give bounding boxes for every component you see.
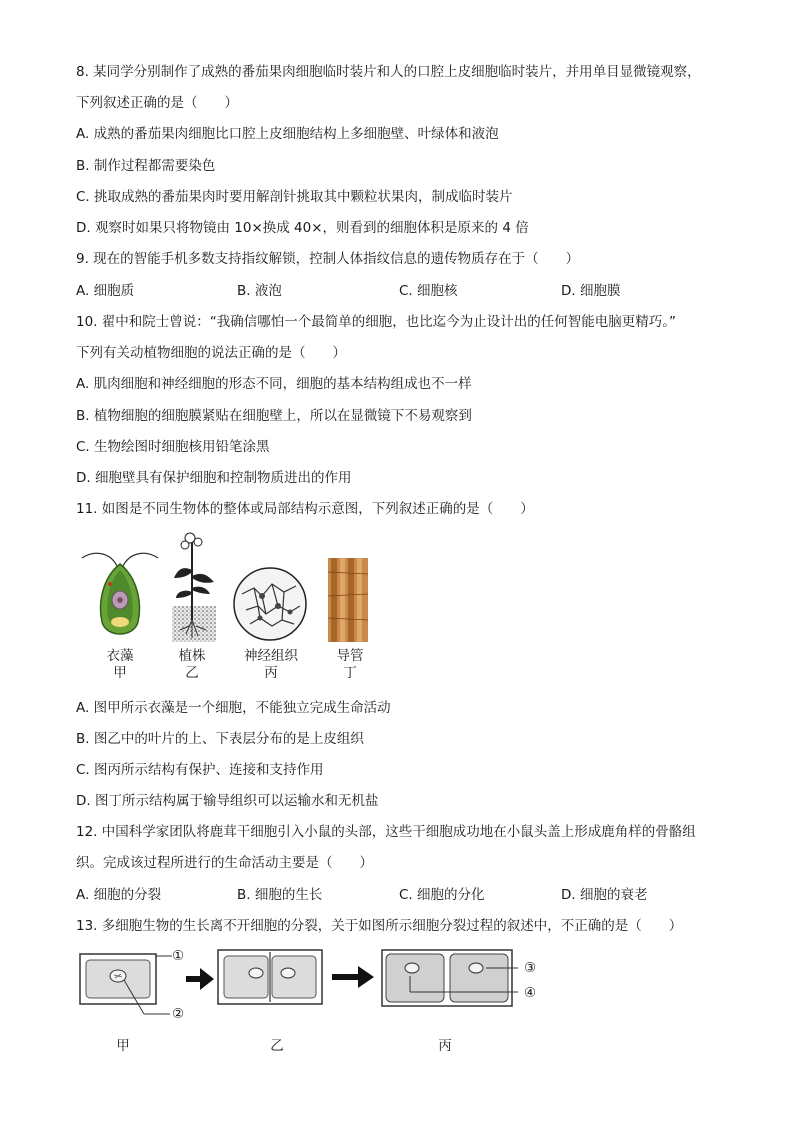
q11-stem: 11. 如图是不同生物体的整体或局部结构示意图，下列叙述正确的是（ ）	[76, 501, 534, 517]
plant-illustration	[170, 530, 218, 642]
marker-1: ①	[171, 948, 185, 964]
q9-option-c: C. 细胞核	[399, 283, 458, 299]
q8-option-c: C. 挑取成熟的番茄果肉时要用解剖针挑取其中颗粒状果肉，制成临时装片	[76, 189, 513, 205]
figure-yi-name: 植株	[178, 648, 206, 664]
figure-jia-name: 衣藻	[106, 648, 134, 664]
q10-stem-line1: 10. 翟中和院士曾说：“我确信哪怕一个最简单的细胞，也比迄今为止设计出的任何智能电脑更精巧。”	[76, 314, 676, 330]
q12-option-c: C. 细胞的分化	[399, 887, 485, 903]
q8-stem-line2: 下列叙述正确的是（ ）	[76, 95, 238, 111]
marker-4: ④	[523, 985, 537, 1001]
q8-option-b: B. 制作过程都需要染色	[76, 158, 216, 174]
figure-bing-tag: 丙	[264, 665, 278, 681]
figure-ding-name: 导管	[336, 648, 364, 664]
q9-option-b: B. 液泡	[237, 283, 282, 299]
stage-jia-label: 甲	[116, 1038, 130, 1054]
q11-option-b: B. 图乙中的叶片的上、下表层分布的是上皮组织	[76, 731, 364, 747]
q9-option-d: D. 细胞膜	[561, 283, 621, 299]
q10-option-a: A. 肌肉细胞和神经细胞的形态不同，细胞的基本结构组成也不一样	[76, 376, 472, 392]
chlamydomonas-illustration	[80, 548, 160, 644]
q10-option-d: D. 细胞壁具有保护细胞和控制物质进出的作用	[76, 470, 352, 486]
figure-jia-tag: 甲	[113, 665, 127, 681]
q8-stem-line1: 8. 某同学分别制作了成熟的番茄果肉细胞临时装片和人的口腔上皮细胞临时装片，并用单目显微镜观察，	[76, 64, 701, 80]
figure-ding-tag: 丁	[343, 665, 357, 681]
q11-option-a: A. 图甲所示衣藻是一个细胞，不能独立完成生命活动	[76, 700, 391, 716]
marker-3: ③	[523, 960, 537, 976]
nerve-tissue-illustration	[232, 566, 308, 642]
q10-stem-line2: 下列有关动植物细胞的说法正确的是（ ）	[76, 345, 346, 361]
q11-option-c: C. 图丙所示结构有保护、连接和支持作用	[76, 762, 324, 778]
q12-option-b: B. 细胞的生长	[237, 887, 323, 903]
q10-option-b: B. 植物细胞的细胞膜紧贴在细胞壁上，所以在显微镜下不易观察到	[76, 408, 472, 424]
marker-2: ②	[171, 1006, 185, 1022]
q12-stem-line2: 织。完成该过程所进行的生命活动主要是（ ）	[76, 855, 373, 871]
stage-yi-label: 乙	[270, 1038, 284, 1054]
q8-option-d: D. 观察时如果只将物镜由 10×换成 40×，则看到的细胞体积是原来的 4 倍	[76, 220, 529, 236]
q10-option-c: C. 生物绘图时细胞核用铅笔涂黑	[76, 439, 270, 455]
q13-stem: 13. 多细胞生物的生长离不开细胞的分裂，关于如图所示细胞分裂过程的叙述中，不正确的是（ ）	[76, 918, 683, 934]
q9-stem: 9. 现在的智能手机多数支持指纹解锁，控制人体指纹信息的遗传物质存在于（ ）	[76, 251, 580, 267]
figure-bing-name: 神经组织	[244, 648, 298, 664]
q12-option-d: D. 细胞的衰老	[561, 887, 648, 903]
q9-option-a: A. 细胞质	[76, 283, 135, 299]
figure-yi-tag: 乙	[185, 665, 199, 681]
cell-division-diagram	[78, 946, 548, 1026]
q11-option-d: D. 图丁所示结构属于输导组织可以运输水和无机盐	[76, 793, 379, 809]
q12-stem-line1: 12. 中国科学家团队将鹿茸干细胞引入小鼠的头部，这些干细胞成功地在小鼠头盖上形成鹿角样的骨骼组	[76, 824, 696, 840]
stage-bing-label: 丙	[438, 1038, 452, 1054]
vessel-illustration	[328, 558, 368, 642]
q12-option-a: A. 细胞的分裂	[76, 887, 162, 903]
q8-option-a: A. 成熟的番茄果肉细胞比口腔上皮细胞结构上多细胞壁、叶绿体和液泡	[76, 126, 499, 142]
